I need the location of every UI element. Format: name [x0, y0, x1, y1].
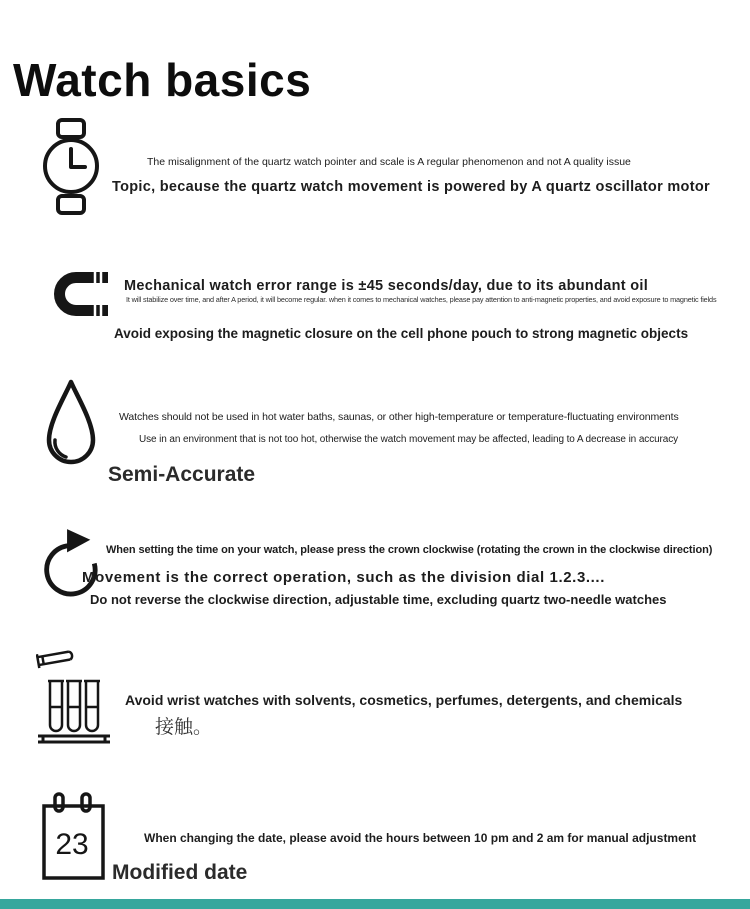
- test-tubes-icon: [36, 645, 112, 745]
- wrist-watch-icon: [42, 118, 100, 215]
- temperature-note-2: Use in an environment that is not too hot, otherwise the watch movement may be affected, leading to A decrease in accuracy: [139, 434, 679, 445]
- temperature-heading: Semi-Accurate: [108, 463, 256, 486]
- page-title: Watch basics: [13, 53, 312, 106]
- temperature-note-1: Watches should not be used in hot water baths, saunas, or other high-temperature or temperature-fluctuating environments: [119, 410, 679, 423]
- section-crown-setting: [0, 527, 750, 609]
- calendar-icon: [42, 792, 105, 880]
- crown-heading: Movement is the correct operation, such as the division dial 1.2.3....: [82, 569, 605, 586]
- rotate-clockwise-icon: [38, 529, 100, 597]
- magnet-icon: [45, 268, 111, 320]
- calendar-day-number: 23: [55, 828, 89, 861]
- chemicals-cjk-text: 接触。: [155, 717, 213, 738]
- section-temperature: [0, 377, 750, 486]
- quartz-heading: Topic, because the quartz watch movement is powered by A quartz oscillator motor: [112, 178, 710, 195]
- magnet-fine-print: It will stabilize over time, and after A period, it will become regular. when it comes to mechanical watches, please pay attention to anti-magnetic properties, and avoid exposure to magnetic fields: [126, 294, 717, 304]
- date-heading: Modified date: [112, 861, 248, 884]
- crown-warning: Do not reverse the clockwise direction, adjustable time, excluding quartz two-needle watches: [90, 592, 667, 607]
- date-note: When changing the date, please avoid the hours between 10 pm and 2 am for manual adjustment: [144, 831, 697, 845]
- magnet-heading: Mechanical watch error range is ±45 seconds/day, due to its abundant oil: [124, 277, 649, 294]
- quartz-note: The misalignment of the quartz watch pointer and scale is A regular phenomenon and not A quality issue: [147, 155, 631, 168]
- section-magnetism: [0, 260, 750, 340]
- crown-note: When setting the time on your watch, please press the crown clockwise (rotating the crown in the clockwise direction): [106, 544, 713, 556]
- water-drop-icon: [42, 377, 100, 474]
- chemicals-heading: Avoid wrist watches with solvents, cosmetics, perfumes, detergents, and chemicals: [125, 692, 683, 708]
- section-quartz-accuracy: [0, 118, 750, 218]
- section-date-change: [0, 792, 750, 887]
- magnet-warning: Avoid exposing the magnetic closure on the cell phone pouch to strong magnetic objects: [114, 325, 689, 341]
- section-chemicals: [0, 645, 750, 750]
- bottom-accent-bar: [0, 899, 750, 909]
